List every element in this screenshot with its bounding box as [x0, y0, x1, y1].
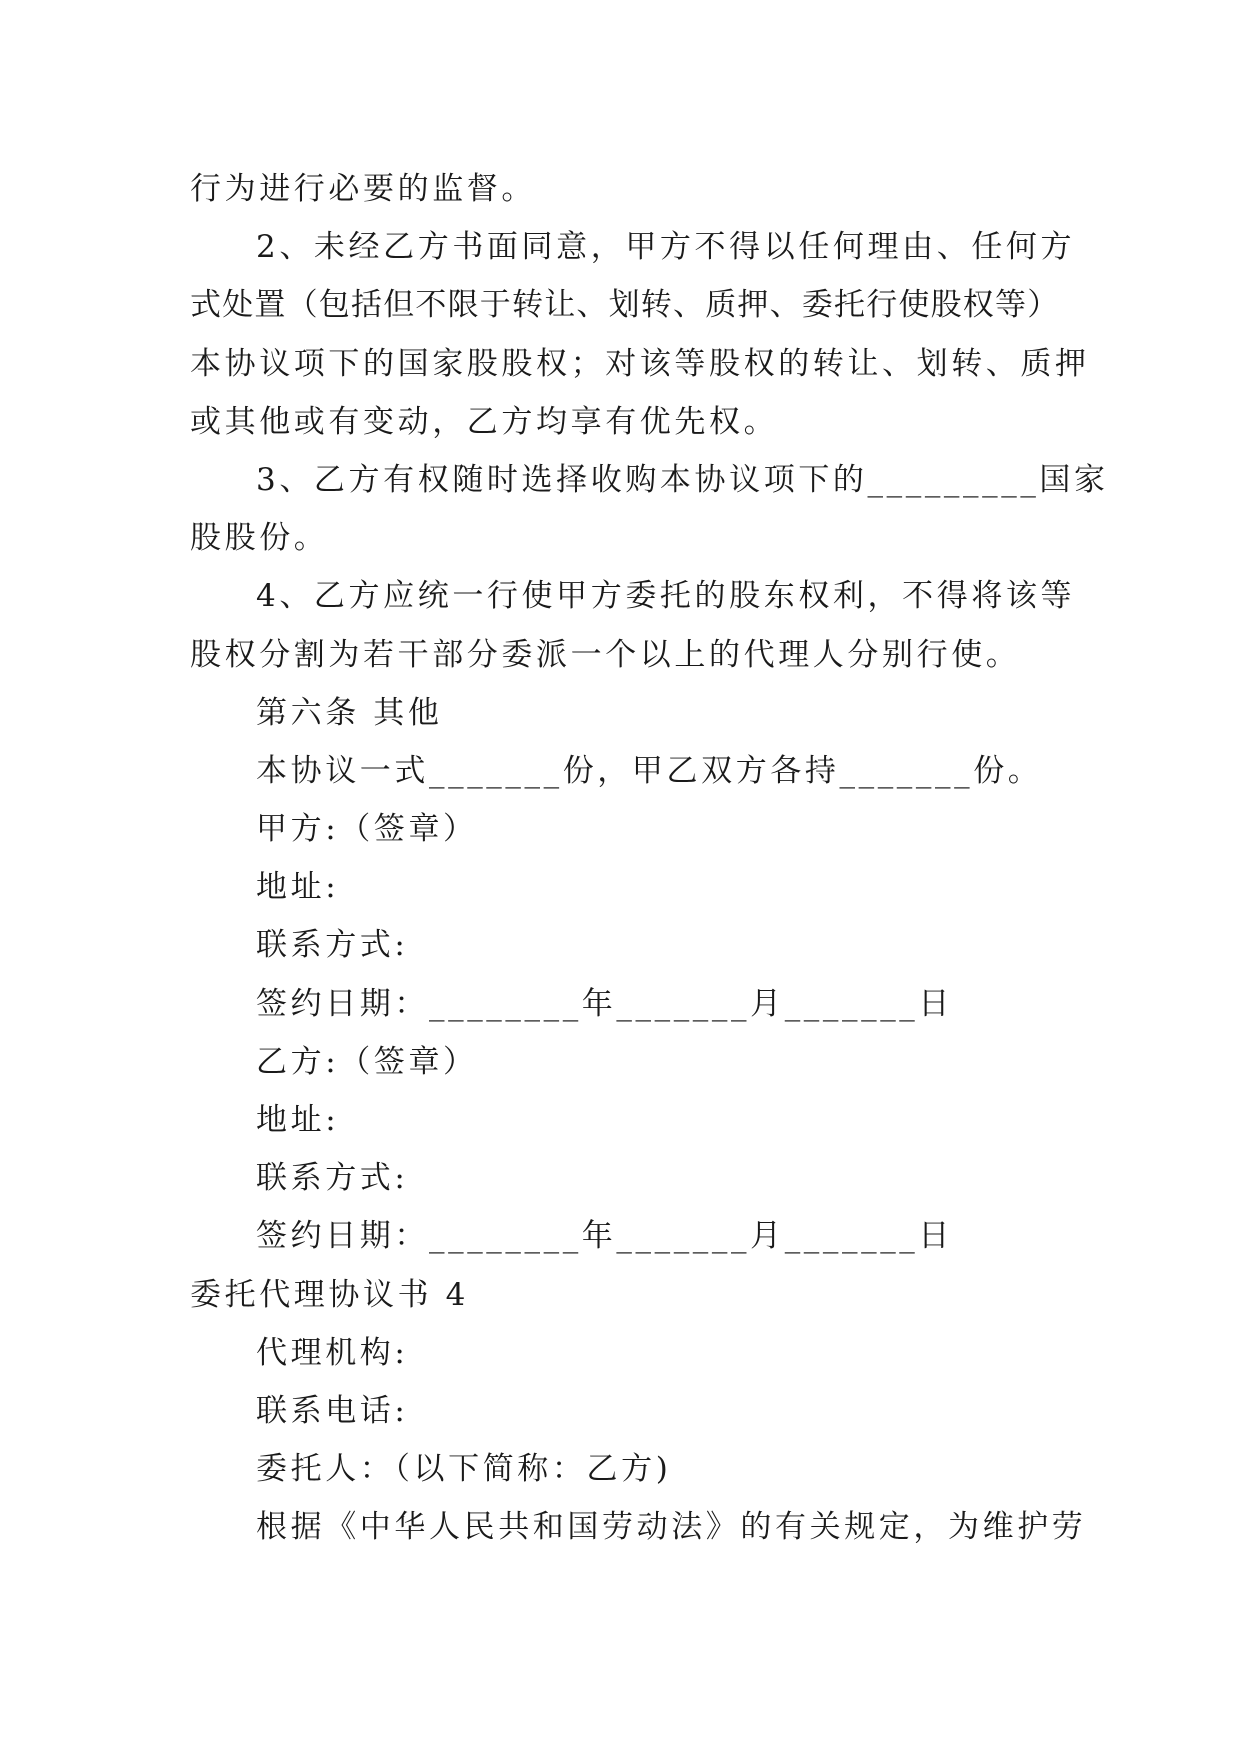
- text-line: 行为进行必要的监督。: [190, 171, 536, 207]
- document-body: [190, 160, 1109, 1557]
- text-line: 式处置（包括但不限于转让、划转、质押、委托行使股权等）: [190, 287, 1060, 324]
- party-b-address: 地址:: [256, 1102, 340, 1138]
- party-a-address: 地址:: [256, 869, 340, 906]
- party-a-sign-date: 签约日期：________年_______月_______日: [256, 985, 953, 1022]
- document-title: 委托代理协议书 4: [190, 1276, 469, 1313]
- party-a-label: 甲方:（签章）: [256, 811, 478, 848]
- text-line: 4、乙方应统一行使甲方委托的股东权利，不得将该等: [256, 578, 1076, 615]
- text-line: 股股份。: [190, 520, 329, 557]
- text-line: 本协议项下的国家股股权；对该等股权的转让、划转、质押: [190, 345, 1090, 382]
- text-line: 3、乙方有权随时选择收购本协议项下的_________国家: [256, 461, 1109, 498]
- party-b-label: 乙方:（签章）: [256, 1043, 478, 1080]
- text-line: 根据《中华人民共和国劳动法》的有关规定，为维护劳: [256, 1509, 1087, 1546]
- text-line: 股权分割为若干部分委派一个以上的代理人分别行使。: [190, 636, 1021, 673]
- section-heading: 第六条 其他: [256, 694, 443, 731]
- phone-label: 联系电话:: [256, 1392, 409, 1429]
- party-a-contact: 联系方式:: [256, 927, 409, 964]
- text-line: 2、未经乙方书面同意，甲方不得以任何理由、任何方: [256, 229, 1076, 266]
- party-b-sign-date: 签约日期：________年_______月_______日: [256, 1218, 953, 1255]
- principal-label: 委托人：（以下简称：乙方): [256, 1451, 672, 1488]
- agency-label: 代理机构:: [256, 1334, 409, 1371]
- party-b-contact: 联系方式:: [256, 1160, 409, 1197]
- text-line: 或其他或有变动，乙方均享有优先权。: [190, 403, 779, 440]
- text-line: 本协议一式_______份，甲乙双方各持_______份。: [256, 752, 1043, 789]
